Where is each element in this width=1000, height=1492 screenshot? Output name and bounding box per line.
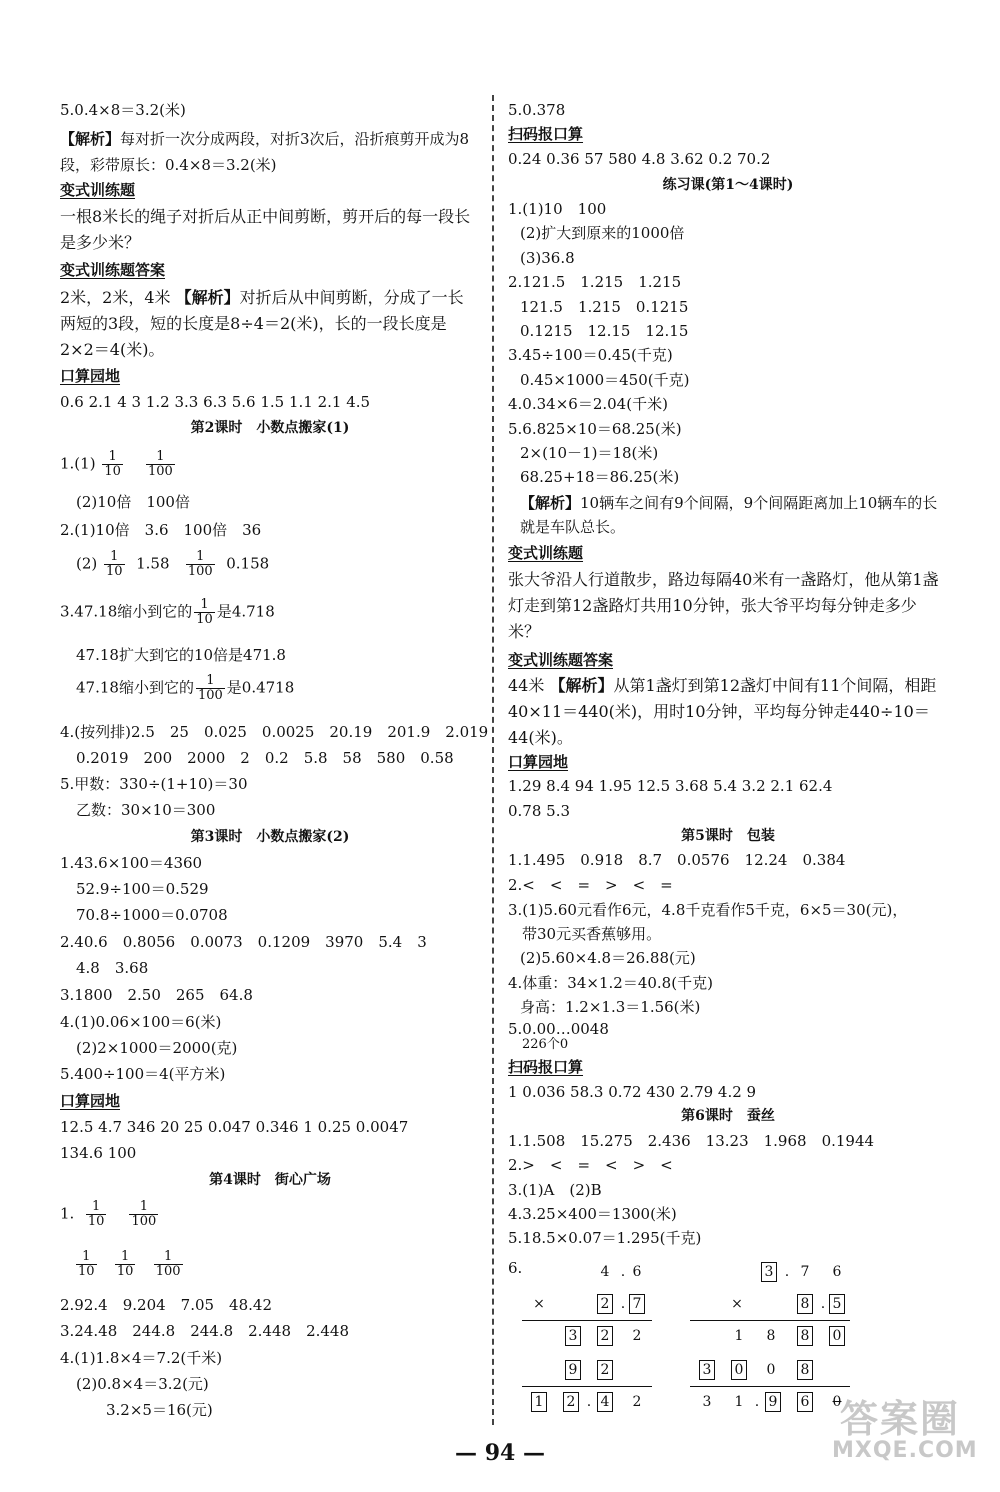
answer-line: [60, 450, 177, 479]
numerator: 1: [154, 1250, 183, 1265]
answer-line: (2)0.8×4＝3.2(元): [76, 1375, 209, 1393]
denominator: 10: [78, 1264, 95, 1279]
boxed-digit: [596, 1392, 614, 1412]
answer-line: 2.(1)10倍 3.6 100倍 36: [60, 521, 262, 539]
answer-line: 乙数：30×10＝300: [76, 801, 216, 819]
numerator: 1: [86, 1200, 107, 1215]
underline: [522, 1386, 652, 1387]
answer-text: 是0.4718: [226, 678, 295, 697]
section-heading: 变式训练题: [60, 181, 136, 199]
boxed-digit: [596, 1326, 614, 1346]
answer-line: 2.92.4 9.204 7.05 48.42: [60, 1296, 272, 1314]
watermark-url: MXQE.COM: [832, 1438, 978, 1463]
digit: 8: [797, 1326, 813, 1346]
page-number: — 94 —: [455, 1440, 545, 1466]
answer-line: 5.18.5×0.07＝1.295(千克): [508, 1229, 702, 1247]
times-sign: ×: [731, 1296, 743, 1312]
analysis-tag: 【解析】: [60, 130, 121, 148]
times-sign: ×: [533, 1296, 545, 1312]
oral-answers: 0.78 5.3: [508, 802, 571, 820]
numerator: 1: [104, 550, 125, 565]
analysis-block: [520, 491, 940, 539]
answer-line: 68.25+18＝86.25(米): [520, 468, 680, 486]
fraction: [186, 550, 215, 579]
digit: 7: [629, 1294, 645, 1314]
digit: 3: [702, 1394, 712, 1410]
digit: 3: [699, 1360, 715, 1380]
boxed-digit: [764, 1392, 782, 1412]
digit: 3: [761, 1262, 777, 1282]
answer-line: 3.2×5＝16(元): [106, 1401, 213, 1419]
answer-line: 5.0.4×8＝3.2(米): [60, 101, 186, 119]
digit: 7: [800, 1264, 810, 1280]
numerator: 1: [146, 450, 175, 465]
boxed-digit: [796, 1360, 814, 1380]
boxed-digit: [596, 1360, 614, 1380]
answer-line: 0.2019 200 2000 2 0.2 5.8 58 580 0.58: [76, 749, 454, 767]
section-heading: 口算园地: [508, 753, 569, 771]
practice-question: 一根8米长的绳子对折后从正中间剪断，剪开后的每一段长是多少米？: [60, 207, 471, 252]
section-heading: 口算园地: [60, 1092, 121, 1110]
fraction: [115, 1250, 136, 1279]
digit: 6: [832, 1264, 842, 1280]
answer-text: 47.18缩小到它的: [76, 678, 194, 697]
analysis-tag: 【解析】: [549, 676, 614, 695]
item-number: (2): [76, 554, 98, 573]
analysis-tag: 【解析】: [520, 494, 581, 512]
answer-line: 3.1800 2.50 265 64.8: [60, 986, 253, 1004]
boxed-digit: [828, 1326, 846, 1346]
fraction: [129, 1200, 158, 1229]
oral-answers: 134.6 100: [60, 1144, 137, 1162]
digit: 9: [765, 1392, 781, 1412]
boxed-digit: [730, 1360, 748, 1380]
watermark-text: 答案圈: [840, 1397, 961, 1441]
denominator: 100: [197, 688, 223, 703]
fraction: [196, 674, 225, 703]
crossed-digit: 0: [832, 1394, 842, 1410]
digit: 1: [531, 1392, 547, 1412]
answer-line: 4.(1)0.06×100＝6(米): [60, 1013, 222, 1031]
answer-line: 2×(10－1)＝18(米): [520, 444, 659, 462]
boxed-digit: [760, 1262, 778, 1282]
item-number: 1.(1): [60, 454, 96, 473]
digit: 2: [632, 1394, 642, 1410]
answer-line: 4.(1)1.8×4＝7.2(千米): [60, 1349, 223, 1367]
numerator: 1: [115, 1250, 136, 1265]
answer-line: [76, 674, 294, 703]
answer-line: 3.(1)A (2)B: [508, 1181, 602, 1199]
answer-lead: 44米: [508, 676, 545, 695]
digit: 2: [563, 1392, 579, 1412]
answer-line: 3.24.48 244.8 244.8 2.448 2.448: [60, 1322, 350, 1340]
answer-lead: 2米，2米，4米: [60, 288, 171, 307]
boxed-digit: [562, 1392, 580, 1412]
numerator: 1: [196, 674, 225, 689]
denominator: 10: [104, 464, 121, 479]
digit: 2: [597, 1294, 613, 1314]
decimal-point: .: [754, 1394, 760, 1410]
digit: 1: [734, 1328, 744, 1344]
section-heading: 口算园地: [60, 367, 121, 385]
oral-answers: 0.6 2.1 4 3 1.2 3.3 6.3 5.6 1.5 1.1 2.1 4.5: [60, 393, 371, 411]
digit: 3: [565, 1326, 581, 1346]
answer-line: 5.6.825×10＝68.25(米): [508, 420, 682, 438]
practice-answer: [508, 673, 940, 751]
answer-line: 0.45×1000＝450(千克): [520, 371, 690, 389]
numerator: 1: [76, 1250, 97, 1265]
digit: 0: [829, 1326, 845, 1346]
digit: 1: [734, 1394, 744, 1410]
answer-text: 是4.718: [216, 602, 275, 621]
answer-line: 121.5 1.215 0.1215: [520, 298, 689, 316]
digit: 2: [597, 1360, 613, 1380]
boxed-digit: [796, 1294, 814, 1314]
boxed-digit: [596, 1294, 614, 1314]
digit: 0: [731, 1360, 747, 1380]
answer-line: (3)36.8: [520, 249, 575, 267]
underline: [690, 1386, 850, 1387]
lesson-title: 第6课时 蚕丝: [681, 1108, 775, 1124]
answer-line: (2)2×1000＝2000(克): [76, 1039, 238, 1057]
section-heading: 变式训练题答案: [60, 261, 166, 279]
analysis-tag: 【解析】: [175, 288, 240, 307]
column-divider: [492, 95, 494, 1425]
denominator: 100: [147, 464, 173, 479]
lesson-title: 第4课时 街心广场: [209, 1172, 331, 1188]
numerator: 1: [102, 450, 123, 465]
answer-line: 4.(按列排)2.5 25 0.025 0.0025 20.19 201.9 2.019: [60, 723, 489, 741]
answer-line: [60, 1200, 160, 1229]
section-heading: 扫码报口算: [508, 1058, 584, 1076]
fraction: [76, 1250, 97, 1279]
answer-line: 3.45÷100＝0.45(千克): [508, 346, 673, 364]
answer-text: 3.47.18缩小到它的: [60, 602, 193, 621]
decimal-point: .: [620, 1296, 626, 1312]
decimal-point: .: [586, 1394, 592, 1410]
answer-line: 4.8 3.68: [76, 959, 149, 977]
answer-line: 3.(1)5.60元看作6元，4.8千克看作5千克，6×5＝30(元)，: [508, 901, 908, 919]
numerator: 1: [129, 1200, 158, 1215]
denominator: 10: [116, 1264, 134, 1279]
digit: 8: [797, 1294, 813, 1314]
practice-question: 张大爷沿人行道散步，路边每隔40米有一盏路灯，他从第1盏灯走到第12盏路灯共用10分钟，张大爷平均每分钟走多少米？: [508, 570, 939, 641]
oral-answers: 1 0.036 58.3 0.72 430 2.79 4.2 9: [508, 1083, 757, 1101]
answer-line: 0.1215 12.15 12.15: [520, 322, 689, 340]
boxed-digit: [796, 1392, 814, 1412]
analysis-block: [60, 126, 475, 178]
lesson-title: 第2课时 小数点搬家(1): [190, 420, 350, 436]
answer-line: 4.3.25×400＝1300(米): [508, 1205, 677, 1223]
answer-line: 身高：1.2×1.3＝1.56(米): [520, 998, 701, 1016]
numerator: 1: [194, 598, 215, 613]
decimal-point: .: [620, 1264, 626, 1280]
answer-line: 2.> < = < > <: [508, 1156, 673, 1174]
lesson-title: 练习课(第1～4课时): [662, 177, 794, 193]
digit: 5: [829, 1294, 845, 1314]
underline: [690, 1320, 850, 1321]
denominator: 10: [87, 1214, 105, 1229]
item-number: 1.: [60, 1204, 75, 1223]
answer-line: 1.1.508 15.275 2.436 13.23 1.968 0.1944: [508, 1132, 875, 1150]
answer-line: 2.< < = > < =: [508, 876, 673, 894]
underline: [522, 1320, 652, 1321]
answer-line: 带30元买香蕉够用。: [522, 925, 662, 943]
section-heading: 变式训练题答案: [508, 651, 614, 669]
boxed-digit: [698, 1360, 716, 1380]
practice-answer: [60, 285, 475, 363]
analysis-text: 每对折一次分成两段，对折3次后，沿折痕剪开成为8段，彩带原长：0.4×8＝3.2(米): [60, 130, 470, 174]
lesson-title: 第5课时 包装: [681, 828, 775, 844]
fraction: [154, 1250, 183, 1279]
digit: 2: [632, 1328, 642, 1344]
answer-line: 5.0.378: [508, 101, 566, 119]
answer-line: (2)扩大到原来的1000倍: [520, 224, 685, 242]
boxed-digit: [530, 1392, 548, 1412]
numerator: 1: [186, 550, 215, 565]
answer-line: 5.400÷100＝4(平方米): [60, 1065, 226, 1083]
boxed-digit: [828, 1294, 846, 1314]
digit: 6: [632, 1264, 642, 1280]
denominator: 10: [106, 564, 123, 579]
answer-line: [60, 598, 275, 627]
denominator: 100: [155, 1264, 181, 1279]
digit: 9: [565, 1360, 581, 1380]
oral-answers: 0.24 0.36 57 580 4.8 3.62 0.2 70.2: [508, 150, 771, 168]
answer-line: 5.甲数：330÷(1+10)＝30: [60, 775, 248, 793]
boxed-digit: [564, 1360, 582, 1380]
analysis-text: 对折后从中间剪断，分成了一长两短的3段，短的长度是8÷4＝2(米)，长的一段长度是2×2＝4(米)。: [60, 288, 464, 359]
fraction: [146, 450, 175, 479]
digit: 4: [600, 1264, 610, 1280]
answer-line: 2.121.5 1.215 1.215: [508, 273, 682, 291]
fraction: [194, 598, 215, 627]
brace-note: 226个0: [522, 1037, 569, 1052]
digit: 2: [597, 1326, 613, 1346]
fraction: [104, 550, 125, 579]
digit: 8: [766, 1328, 776, 1344]
answer-line: 4.0.34×6＝2.04(千米): [508, 395, 668, 413]
boxed-digit: [796, 1326, 814, 1346]
digit: 0: [766, 1362, 776, 1378]
section-heading: 变式训练题: [508, 544, 584, 562]
fraction: [102, 450, 123, 479]
answer-line: 2.40.6 0.8056 0.0073 0.1209 3970 5.4 3: [60, 933, 427, 951]
boxed-digit: [628, 1294, 646, 1314]
decimal-point: .: [784, 1264, 790, 1280]
digit: 8: [797, 1360, 813, 1380]
answer-line: [76, 550, 269, 579]
answer-line: 5.0.00…0048: [508, 1020, 609, 1038]
answer-value: 0.158: [226, 554, 270, 573]
answer-value: 1.58: [136, 554, 170, 573]
denominator: 100: [187, 564, 213, 579]
answer-line: 1.1.495 0.918 8.7 0.0576 12.24 0.384: [508, 851, 846, 869]
boxed-digit: [564, 1326, 582, 1346]
answer-line: 52.9÷100＝0.529: [76, 880, 209, 898]
analysis-text: 从第1盏灯到第12盏灯中间有11个间隔，相距40×11＝440(米)，用时10分钟，平均每分钟走440÷10＝44(米)。: [508, 676, 937, 747]
oral-answers: 12.5 4.7 346 20 25 0.047 0.346 1 0.25 0.0047: [60, 1118, 409, 1136]
oral-answers: 1.29 8.4 94 1.95 12.5 3.68 5.4 3.2 2.1 62.4: [508, 777, 833, 795]
answer-line: 70.8÷1000＝0.0708: [76, 906, 228, 924]
denominator: 100: [131, 1214, 157, 1229]
section-heading: 扫码报口算: [508, 125, 584, 143]
analysis-text: 10辆车之间有9个间隔，9个间隔距离加上10辆车的长就是车队总长。: [520, 494, 938, 536]
answer-line: [74, 1250, 185, 1279]
decimal-point: .: [820, 1296, 826, 1312]
answer-line: 1.(1)10 100: [508, 200, 607, 218]
denominator: 10: [196, 612, 213, 627]
item-number: 6.: [508, 1259, 523, 1277]
digit: 4: [597, 1392, 613, 1412]
answer-line: (2)5.60×4.8＝26.88(元): [520, 949, 696, 967]
digit: 6: [797, 1392, 813, 1412]
answer-line: 47.18扩大到它的10倍是471.8: [76, 646, 286, 664]
answer-line: 1.43.6×100＝4360: [60, 854, 203, 872]
answer-line: 4.体重：34×1.2＝40.8(千克): [508, 974, 713, 992]
fraction: [86, 1200, 107, 1229]
answer-line: (2)10倍 100倍: [76, 493, 190, 511]
lesson-title: 第3课时 小数点搬家(2): [190, 829, 350, 845]
